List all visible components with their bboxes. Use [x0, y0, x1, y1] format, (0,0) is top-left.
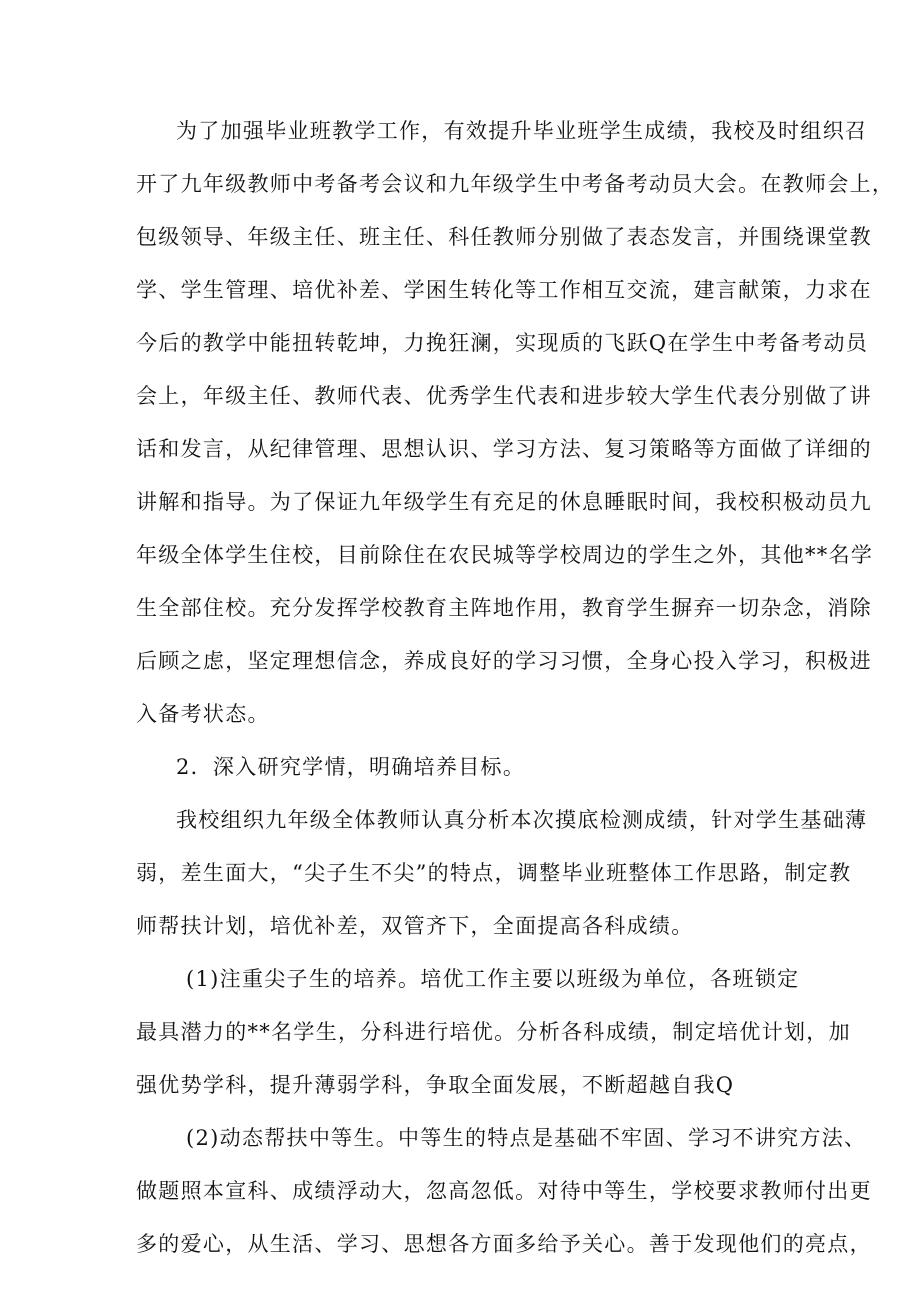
text-line: 弱，差生面大，“尖子生不尖”的特点，调整毕业班整体工作思路，制定教 [136, 861, 852, 885]
text-line: 最具潜力的**名学生，分科进行培优。分析各科成绩，制定培优计划，加 [136, 1020, 851, 1044]
text-line: 生全部住校。充分发挥学校教育主阵地作用，教育学生摒弃一切杂念，消除 [136, 596, 872, 620]
text-line: 学、学生管理、培优补差、学困生转化等工作相互交流，建言献策，力求在 [136, 278, 872, 302]
text-line: 师帮扶计划，培优补差，双管齐下，全面提高各科成绩。 [136, 914, 694, 938]
text-line: 入备考状态。 [136, 702, 270, 726]
text-line: 包级领导、年级主任、班主任、科任教师分别做了表态发言，并围绕课堂教 [136, 225, 872, 249]
text-line: 开了九年级教师中考备考会议和九年级学生中考备考动员大会。在教师会上， [136, 172, 895, 196]
text-line: 多的爱心，从生活、学习、思想各方面多给予关心。善于发现他们的亮点， [136, 1232, 872, 1256]
text-line: 话和发言，从纪律管理、思想认识、学习方法、复习策略等方面做了详细的 [136, 437, 872, 461]
text-line: 今后的教学中能扭转乾坤，力挽狂澜，实现质的飞跃Q在学生中考备考动员 [136, 331, 869, 355]
text-line: 强优势学科，提升薄弱学科，争取全面发展，不断超越自我Q [136, 1073, 735, 1097]
text-line: (1)注重尖子生的培养。培优工作主要以班级为单位，各班锁定 [186, 967, 800, 991]
text-line: 讲解和指导。为了保证九年级学生有充足的休息睡眠时间，我校积极动员九 [136, 490, 872, 514]
text-line: 后顾之虑，坚定理想信念，养成良好的学习习惯，全身心投入学习，积极进 [136, 649, 872, 673]
section-heading: 2．深入研究学情，明确培养目标。 [176, 755, 526, 779]
text-line: 会上，年级主任、教师代表、优秀学生代表和进步较大学生代表分别做了讲 [136, 384, 872, 408]
text-line: 我校组织九年级全体教师认真分析本次摸底检测成绩，针对学生基础薄 [176, 808, 868, 832]
text-line: 做题照本宣科、成绩浮动大，忽高忽低。对待中等生，学校要求教师付出更 [136, 1179, 872, 1203]
text-line: 年级全体学生住校，目前除住在农民城等学校周边的学生之外，其他**名学 [136, 543, 874, 567]
text-line: 为了加强毕业班教学工作，有效提升毕业班学生成绩，我校及时组织召 [176, 119, 868, 143]
text-line: (2)动态帮扶中等生。中等生的特点是基础不牢固、学习不讲究方法、 [186, 1126, 867, 1150]
